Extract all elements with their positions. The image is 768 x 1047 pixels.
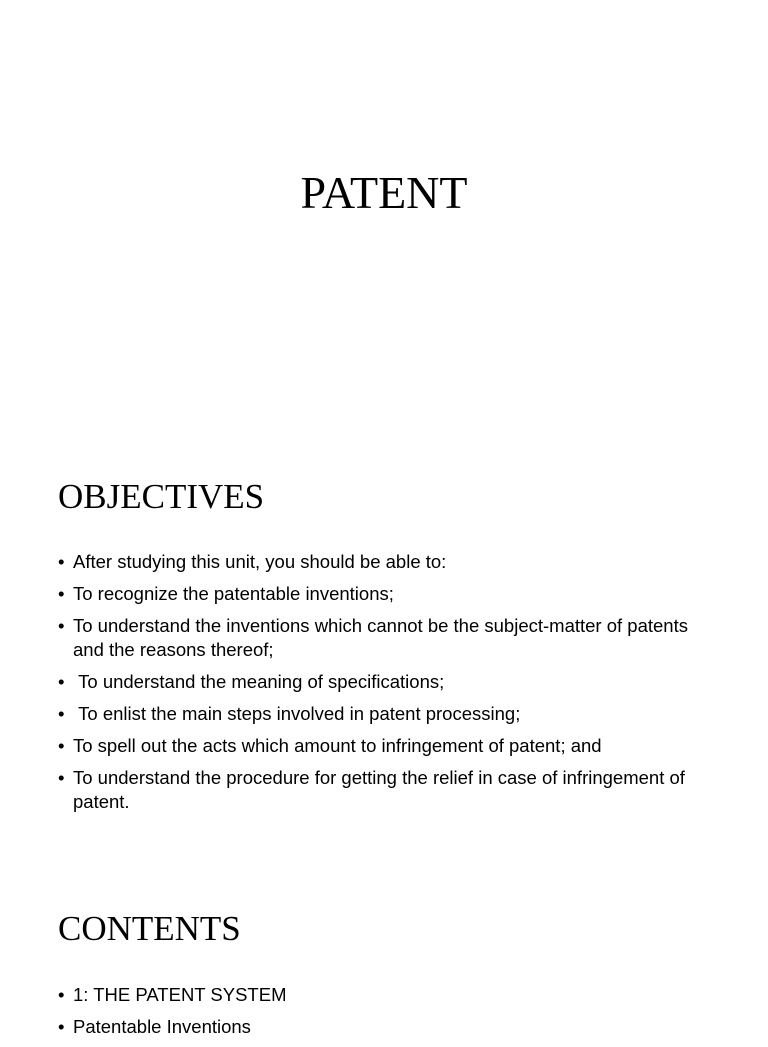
list-item: • To understand the procedure for getting the relief in case of infringement of patent. <box>58 766 708 814</box>
list-item: • To enlist the main steps involved in patent processing; <box>58 702 708 726</box>
contents-list <box>58 983 708 1047</box>
objectives-list <box>58 550 708 822</box>
contents-heading: CONTENTS <box>58 909 241 948</box>
list-item: • To recognize the patentable inventions; <box>58 582 708 606</box>
list-item: • 1: THE PATENT SYSTEM <box>58 983 708 1007</box>
list-item: • To understand the inventions which cannot be the subject-matter of patents and the reasons thereof; <box>58 614 708 662</box>
page-title: PATENT <box>300 167 468 218</box>
list-item: • To understand the meaning of specifications; <box>58 670 708 694</box>
list-item: • After studying this unit, you should be able to: <box>58 550 708 574</box>
list-item: • To spell out the acts which amount to infringement of patent; and <box>58 734 708 758</box>
objectives-heading: OBJECTIVES <box>58 477 265 516</box>
list-item: • Patentable Inventions <box>58 1015 708 1039</box>
title-slide <box>0 0 768 432</box>
